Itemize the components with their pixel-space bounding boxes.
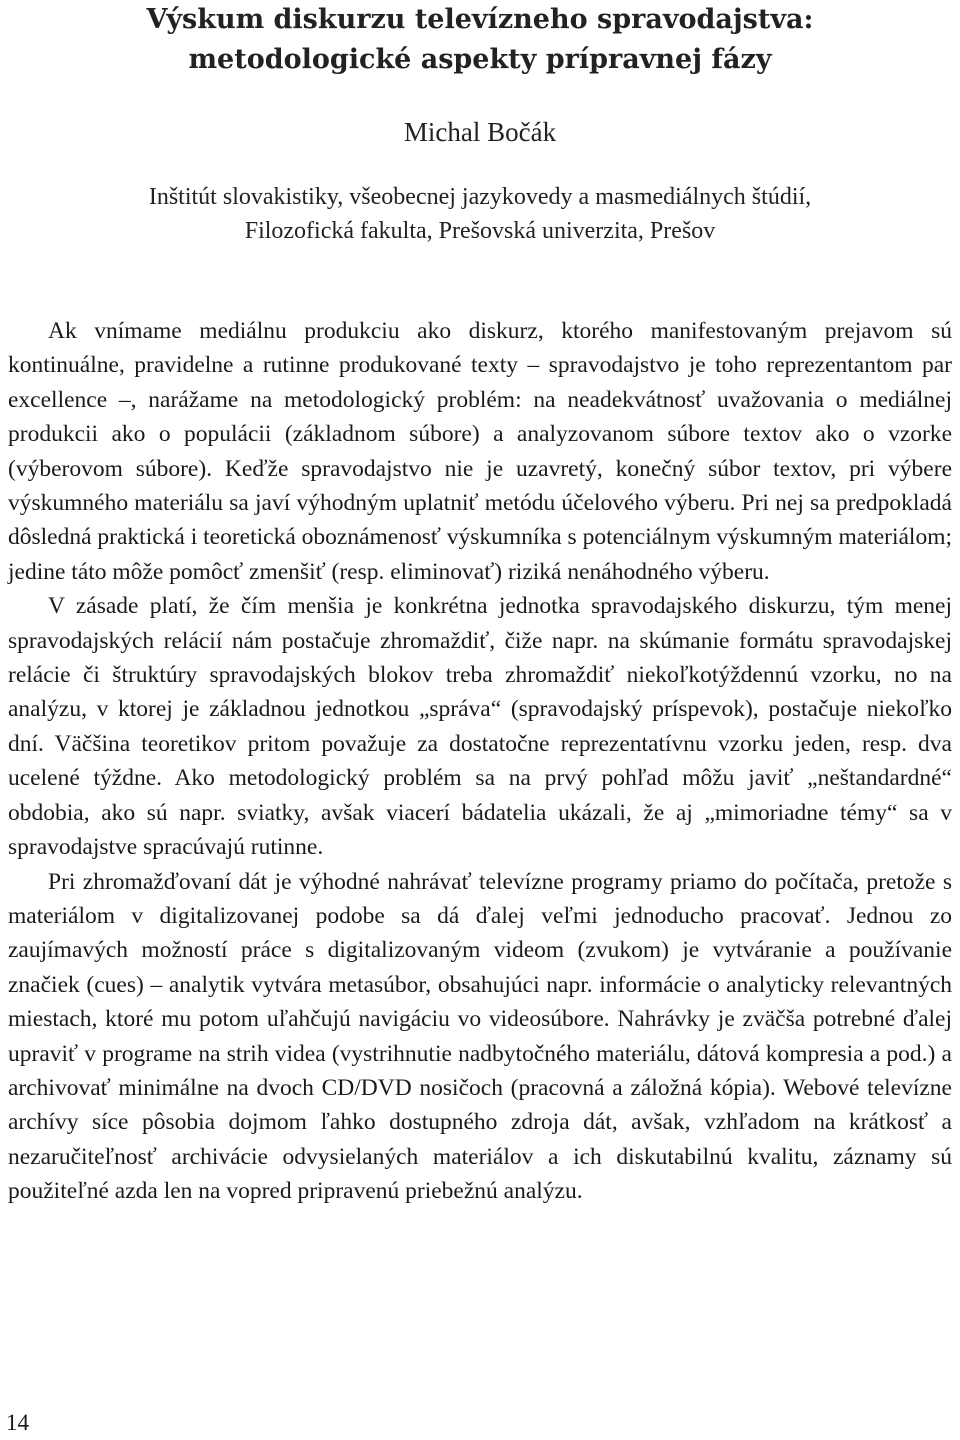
article-title bbox=[0, 0, 960, 80]
page-number: 14 bbox=[6, 1410, 29, 1435]
affiliation-line-1: Inštitút slovakistiky, všeobecnej jazykovedy a masmediálnych štúdií, bbox=[148, 184, 812, 210]
affiliation-line-2: Filozofická fakulta, Prešovská univerzita, Prešov bbox=[244, 218, 716, 244]
paragraph-2: V zásade platí, že čím menšia je konkrétna jednotka spravodajského diskurzu, tým menej spravodajských relácií nám postačuje zhromaždiť, čiže napr. na skúmanie formátu spravodajskej relácie či štruktúry spravodajských blokov treba zhromaždiť niekoľkotýždennú vzorku, no na analýzu, v ktorej je základnou jednotkou „správa“ (spravodajský príspevok), postačuje niekoľko dní. Väčšina teoretikov pritom považuje za dostatočne reprezentatívnu vzorku jeden, resp. dva ucelené týždne. Ako metodologický problém sa na prvý pohľad môžu javiť „neštandardné“ obdobia, ako sú napr. sviatky, avšak viacerí bádatelia ukázali, že aj „mimoriadne témy“ sa v spravodajstve spracúvajú rutinne. bbox=[8, 593, 952, 861]
paragraph-3: Pri zhromažďovaní dát je výhodné nahrávať televízne programy priamo do počítača, pretože s materiálom v digitalizovanej podobe sa dá ďalej veľmi jednoducho pracovať. Jednou zo zaujímavých možností práce s digitalizovaným videom (zvukom) je vytváranie a používanie značiek (cues) – analytik vytvára metasúbor, obsahujúci napr. informácie o analyticky relevantných miestach, ktoré mu potom uľahčujú navigáciu vo videosúbore. Nahrávky je zväčša potrebné ďalej upraviť v programe na strih videa (vystrihnutie nadbytočného materiálu, dátová kompresia a pod.) a archivovať minimálne na dvoch CD/DVD nosičoch (pracovná a záložná kópia). Webové televízne archívy síce pôsobia dojmom ľahko dostupného zdroja dát, avšak, vzhľadom na krátkosť a nezaručiteľnosť archivácie odvysielaných materiálov a ich diskutabilnú kvalitu, záznamy sú použiteľné azda len na vopred pripravenú priebežnú analýzu. bbox=[8, 868, 952, 1205]
author-affiliation bbox=[0, 180, 960, 248]
author-name: Michal Bočák bbox=[403, 117, 557, 147]
article-body bbox=[8, 314, 952, 1209]
title-line-2: metodologické aspekty prípravnej fázy bbox=[188, 44, 772, 75]
paragraph-1: Ak vnímame mediálnu produkciu ako diskurz, ktorého manifestovaným prejavom sú kontinuálne, pravidelne a rutinne produkované texty – spravodajstvo je toho reprezentantom par excellence –, narážame na metodologický problém: na neadekvátnosť uvažovania o mediálnej produkcii ako o populácii (základnom súbore) a analyzovanom súbore textov ako o vzorke (výberovom súbore). Keďže spravodajstvo nie je uzavretý, konečný súbor textov, pri výbere výskumného materiálu sa javí výhodným uplatniť metódu účelového výberu. Pri nej sa predpokladá dôsledná praktická i teoretická oboznámenosť výskumníka s potenciálnym výskumným materiálom; jedine táto môže pomôcť zmenšiť (resp. eliminovať) riziká nenáhodného výberu. bbox=[8, 318, 952, 585]
title-line-1: Výskum diskurzu televízneho spravodajstva: bbox=[146, 4, 814, 35]
